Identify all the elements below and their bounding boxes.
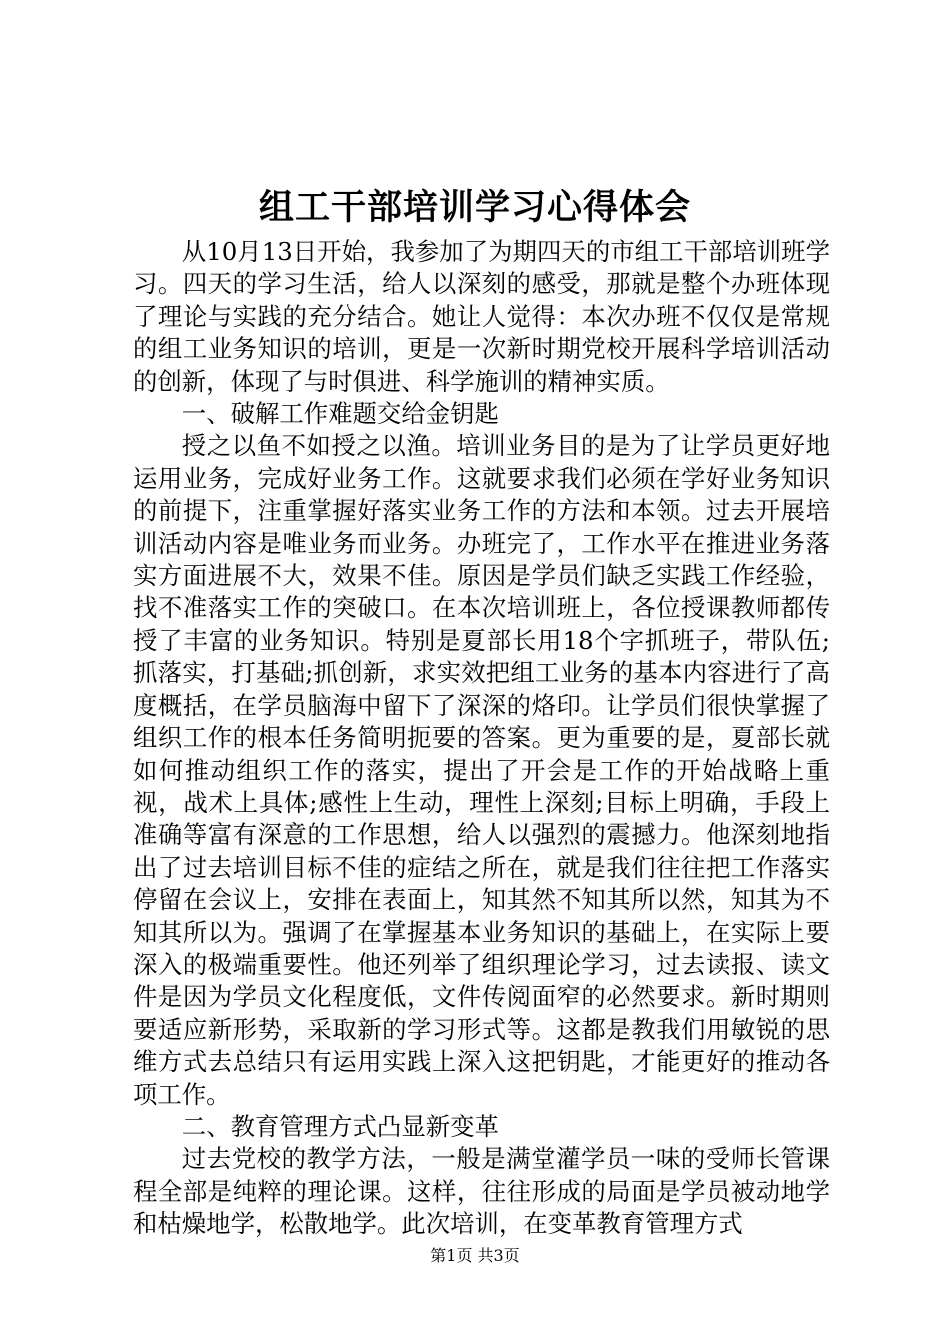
- paragraph-section-2: 过去党校的教学方法，一般是满堂灌学员一味的受师长管课程全部是纯粹的理论课。这样，往往形成的局面是学员被动地学和枯燥地学，松散地学。此次培训，在变革教育管理方式: [133, 1144, 830, 1239]
- page-footer: 第1页 共3页: [430, 1246, 520, 1265]
- section-heading-1: 一、破解工作难题交给金钥匙: [181, 399, 499, 429]
- document-body: [133, 236, 830, 1241]
- section-heading-2: 二、教育管理方式凸显新变革: [181, 1111, 499, 1141]
- page-title: 组工干部培训学习心得体会: [258, 187, 691, 228]
- paragraph-intro: 从10月13日开始，我参加了为期四天的市组工干部培训班学习。四天的学习生活，给人以深刻的感受，那就是整个办班体现了理论与实践的充分结合。她让人觉得：本次办班不仅仅是常规的组工业务知识的培训，更是一次新时期党校开展科学培训活动的创新，体现了与时俱进、科学施训的精神实质。: [133, 237, 830, 396]
- paragraph-section-1: 授之以鱼不如授之以渔。培训业务目的是为了让学员更好地运用业务，完成好业务工作。这就要求我们必须在学好业务知识的前提下，注重掌握好落实业务工作的方法和本领。过去开展培训活动内容是唯业务而业务。办班完了，工作水平在推进业务落实方面进展不大，效果不佳。原因是学员们缺乏实践工作经验，找不准落实工作的突破口。在本次培训班上，各位授课教师都传授了丰富的业务知识。特别是夏部长用18个字抓班子，带队伍;抓落实，打基础;抓创新，求实效把组工业务的基本内容进行了高度概括，在学员脑海中留下了深深的烙印。让学员们很快掌握了组织工作的根本任务简明扼要的答案。更为重要的是，夏部长就如何推动组织工作的落实，提出了开会是工作的开始战略上重视，战术上具体;感性上生动，理性上深刻;目标上明确，手段上准确等富有深意的工作思想，给人以强烈的震撼力。他深刻地指出了过去培训目标不佳的症结之所在，就是我们往往把工作落实停留在会议上，安排在表面上，知其然不知其所以然，知其为不知其所以为。强调了在掌握基本业务知识的基础上，在实际上要深入的极端重要性。他还列举了组织理论学习，过去读报、读文件是因为学员文化程度低，文件传阅面窄的必然要求。新时期则要适应新形势，采取新的学习形式等。这都是教我们用敏锐的思维方式去总结只有运用实践上深入这把钥匙，才能更好的推动各项工作。: [133, 431, 830, 1109]
